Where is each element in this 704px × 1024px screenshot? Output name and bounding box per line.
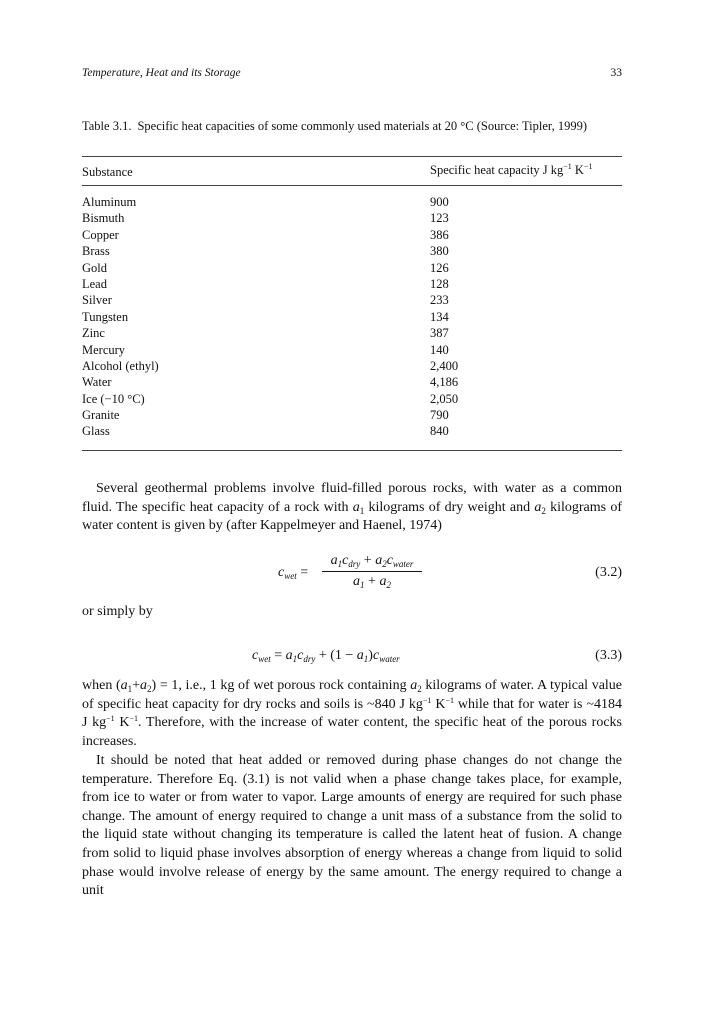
para2-text-4: K <box>431 696 446 712</box>
para1-text-3: kilograms of water content is given by (after Kappelmeyer and Haenel, 1974) <box>82 499 622 534</box>
table-row <box>82 194 622 210</box>
substance-cell: Glass <box>82 424 110 439</box>
table-row <box>82 423 622 439</box>
capacity-cell: 840 <box>430 424 449 439</box>
capacity-cell: 2,400 <box>430 358 459 373</box>
table-row <box>82 374 622 390</box>
table-row <box>82 391 622 407</box>
para2-text-1: when ( <box>82 678 121 693</box>
substance-cell: Ice (−10 °C) <box>82 391 145 406</box>
table-body <box>82 186 622 450</box>
substance-cell: Aluminum <box>82 195 137 209</box>
running-head <box>82 67 622 79</box>
capacity-cell: 386 <box>430 227 449 242</box>
table-row <box>82 227 622 243</box>
para1-text-1: Several geothermal problems involve fluid-filled porous rocks, with water as a common fluid. The specific heat capacity of a rock with <box>82 481 622 515</box>
eq33-number: (3.3) <box>595 648 622 663</box>
para2-text-3: kilograms of water. A typical value of specific heat capacity for dry rocks and soils is ~840 J kg <box>82 678 623 712</box>
table-header <box>82 157 622 185</box>
para2-text-6: K <box>114 715 130 731</box>
or-simply-by: or simply by <box>82 604 153 619</box>
substance-cell: Bismuth <box>82 211 125 226</box>
col-header-capacity-text: Specific heat capacity J kg <box>430 163 564 177</box>
capacity-cell: 2,050 <box>430 391 459 406</box>
capacity-cell: 4,186 <box>430 375 459 390</box>
para2-text-7: . Therefore, with the increase of water content, the specific heat of the porous rocks increases. <box>82 715 622 749</box>
table-row <box>82 342 622 358</box>
table-row <box>82 358 622 374</box>
table-label: Table 3.1. <box>82 119 132 133</box>
capacity-cell: 790 <box>430 408 449 423</box>
substance-cell: Brass <box>82 244 110 259</box>
substance-cell: Zinc <box>82 326 105 341</box>
capacity-cell: 123 <box>430 211 449 226</box>
table-row <box>82 325 622 341</box>
eq32-number: (3.2) <box>595 565 622 580</box>
table-row <box>82 210 622 226</box>
running-title: Temperature, Heat and its Storage <box>82 67 241 79</box>
para2-text-2: ) = 1, i.e., 1 kg of wet porous rock containing <box>151 678 411 693</box>
substance-cell: Alcohol (ethyl) <box>82 358 159 373</box>
substance-cell: Silver <box>82 293 112 308</box>
capacity-cell: 380 <box>430 244 449 259</box>
table-bottom-rule <box>82 450 622 451</box>
col-header-substance: Substance <box>82 165 133 179</box>
eq32-lhs: $c_{wet}$ = <box>278 565 309 581</box>
capacity-cell: 134 <box>430 309 449 324</box>
para2-text-5: while that for water is ~4184 J kg <box>82 696 622 731</box>
capacity-cell: 387 <box>430 326 449 341</box>
table-row <box>82 260 622 276</box>
paragraph-typical-values: when $(a_1+a_2) = 1$, i.e., 1 kg of wet porous rock containing $a_2$ kilograms of water. A typical value of specific heat capacity for dry rocks and soils is ~840 J $kg^{-1}$ $K^{-1}$ while that for water is ~4184 J $kg^{-1}$ $K^{-1}$. Therefore, with the increase of water content, the specific heat of the porous rocks increases. <box>82 678 623 749</box>
equation-3-3 <box>82 648 622 668</box>
capacity-cell: 128 <box>430 276 449 291</box>
table-row <box>82 276 622 292</box>
substance-cell: Gold <box>82 260 107 275</box>
equation-3-2 <box>82 553 622 593</box>
table-caption-text: Specific heat capacities of some commonly used materials at 20 °C (Source: Tipler, 1999) <box>137 119 587 133</box>
eq32-fraction: $a_1c_{dry} + a_2c_{water}$ $a_1 + a_2$ <box>322 553 422 590</box>
eq33-expression: $c_{wet} = a_1c_{dry} + (1 - a_1)c_{water}$ <box>252 648 400 664</box>
capacity-cell: 140 <box>430 342 449 357</box>
capacity-cell: 900 <box>430 195 449 209</box>
substance-cell: Tungsten <box>82 309 129 324</box>
paragraph-fluid-filled-rocks: Several geothermal problems involve fluid-filled porous rocks, with water as a common fluid. The specific heat capacity of a rock with $a_1$ kilograms of dry weight and $a_2$ kilograms of water content is given by (after Kappelmeyer and Haenel, 1974) <box>82 481 622 534</box>
para1-text-2: kilograms of dry weight and <box>364 499 535 515</box>
substance-cell: Lead <box>82 276 107 291</box>
specific-heat-table <box>82 156 622 451</box>
col-header-capacity: Specific heat capacity J $kg^{-1}$ $K^{-1}$ <box>430 162 593 177</box>
table-row <box>82 309 622 325</box>
table-row <box>82 292 622 308</box>
table-row <box>82 407 622 423</box>
substance-cell: Copper <box>82 227 119 242</box>
table-caption <box>82 118 622 134</box>
paragraph-phase-changes: It should be noted that heat added or removed during phase changes do not change the temperature. Therefore Eq. (3.1) is not valid when a phase change takes place, for example, from ice to water or from water to vapor. Large amounts of energy are required for such phase change. The amount of energy required to change a unit mass of a substance from the solid to the liquid state without changing its temperature is called the latent heat of fusion. A change from solid to liquid phase involves absorption of energy whereas a change from liquid to solid phase would involve release of energy by the same amount. The energy required to change a unit <box>82 753 622 899</box>
capacity-cell: 126 <box>430 260 449 275</box>
substance-cell: Water <box>82 375 112 390</box>
substance-cell: Mercury <box>82 342 126 357</box>
table-row <box>82 243 622 259</box>
substance-cell: Granite <box>82 408 120 423</box>
page-number: 33 <box>610 67 622 79</box>
capacity-cell: 233 <box>430 293 449 308</box>
